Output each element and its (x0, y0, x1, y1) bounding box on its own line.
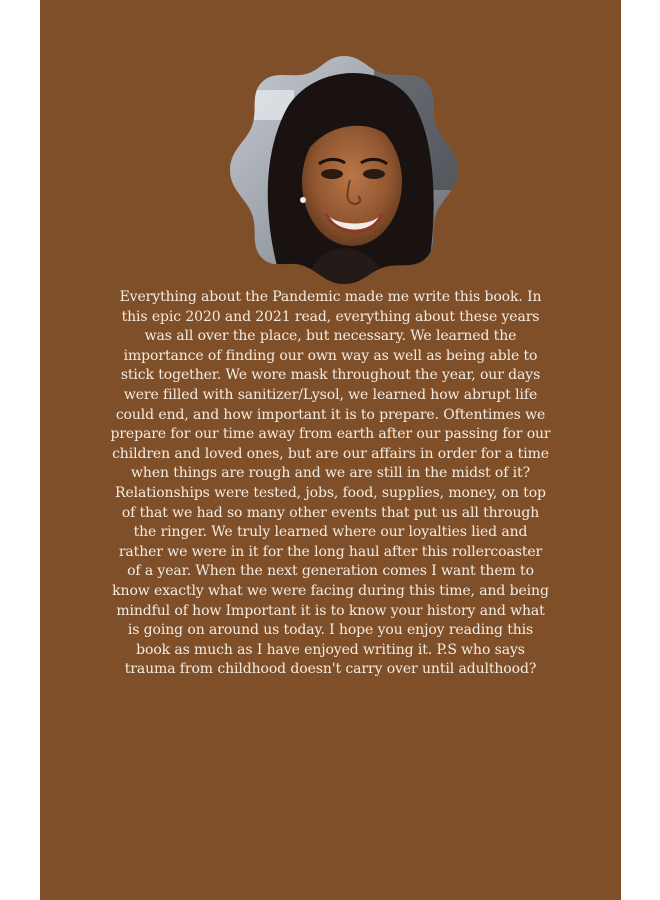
back-cover (40, 0, 621, 900)
author-photo (224, 50, 464, 290)
author-portrait-icon (224, 50, 464, 290)
back-cover-blurb: Everything about the Pandemic made me write this book. In this epic 2020 and 2021 read, everything about these years was all over the place, but necessary. We learned the importance of finding our own way as well as being able to stick together. We wore mask throughout the year, our days were filled with sanitizer/Lysol, we learned how abrupt life could end, and how important it is to prepare. Oftentimes we prepare for our time away from earth after our passing for our children and loved ones, but are our affairs in order for a time when things are rough and we are still in the midst of it? Relationships were tested, jobs, food, supplies, money, on top of that we had so many other events that put us all through the ringer. We truly learned where our loyalties lied and rather we were in it for the long haul after this rollercoaster of a year. When the next generation comes I want them to know exactly what we were facing during this time, and being mindful of how Important it is to know your history and what is going on around us today. I hope you enjoy reading this book as much as I have enjoyed writing it. P.S who says trauma from childhood doesn't carry over until adulthood? (110, 289, 551, 678)
